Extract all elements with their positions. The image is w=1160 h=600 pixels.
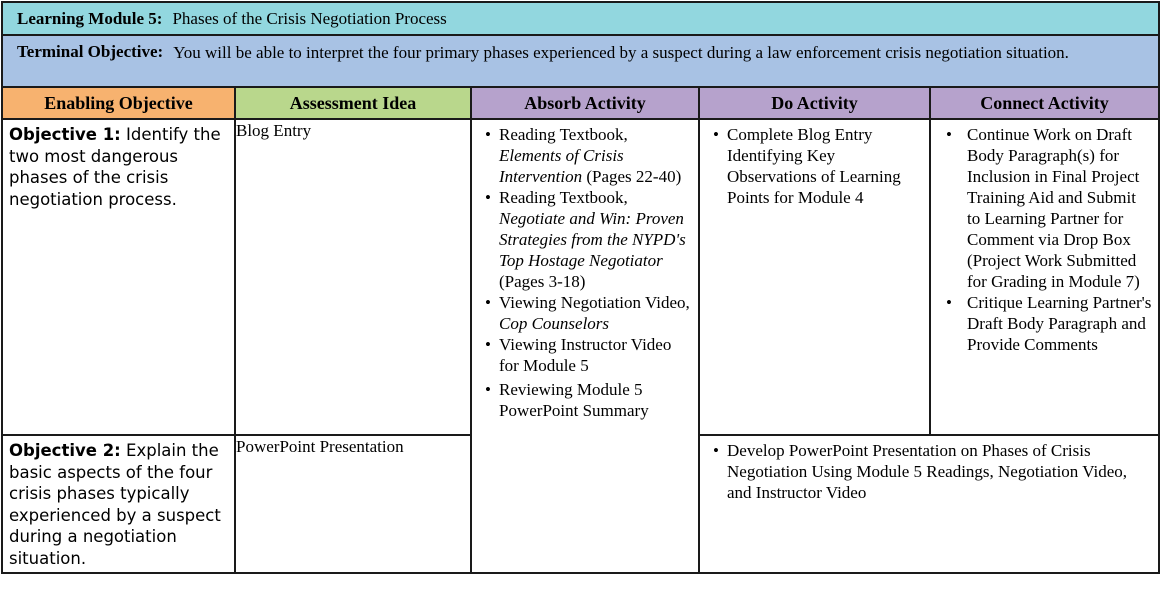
absorb-item-4: • Viewing Instructor Video for Module 5 <box>482 334 692 376</box>
connect-item-1: • Continue Work on Draft Body Paragraph(s) for Inclusion in Final Project Training Aid and Submit to Learning Partner for Comment via Drop Box (Project Work Submitted for Grading in Module 7) <box>937 124 1152 292</box>
do-connect-merged-cell <box>699 435 1159 573</box>
objective-2-label: Objective 2: <box>9 441 121 460</box>
header-assessment-idea: Assessment Idea <box>235 87 471 119</box>
absorb-item-3-title: Cop Counselors <box>499 314 610 333</box>
absorb-item-2-title: Negotiate and Win: Proven Strategies from the NYPD's Top Hostage Negotiator <box>499 209 686 270</box>
terminal-cell <box>2 35 1159 87</box>
terminal-label: Terminal Objective: <box>17 42 164 61</box>
header-do-activity: Do Activity <box>699 87 930 119</box>
module-title: Phases of the Crisis Negotiation Process <box>172 8 447 28</box>
absorb-item-5: • Reviewing Module 5 PowerPoint Summary <box>482 379 692 421</box>
terminal-row <box>2 35 1159 87</box>
do-item-1: • Complete Blog Entry Identifying Key Observations of Learning Points for Module 4 <box>710 124 923 208</box>
absorb-item-3-prefix: Viewing Negotiation Video, <box>499 293 690 312</box>
objective-1-cell <box>2 119 235 435</box>
absorb-item-1-title: Elements of Crisis Intervention <box>499 146 624 186</box>
header-enabling-objective: Enabling Objective <box>2 87 235 119</box>
column-header-row <box>2 87 1159 119</box>
module-label: Learning Module 5: <box>17 8 163 28</box>
absorb-item-2-prefix: Reading Textbook, <box>499 188 628 207</box>
assessment-2-cell: PowerPoint Presentation <box>235 435 471 573</box>
do-connect-item-1: • Develop PowerPoint Presentation on Phases of Crisis Negotiation Using Module 5 Readings, Negotiation Video, and Instructor Video <box>710 440 1152 503</box>
assessment-1-cell: Blog Entry <box>235 119 471 435</box>
header-absorb-activity: Absorb Activity <box>471 87 699 119</box>
terminal-text: You will be able to interpret the four primary phases experienced by a suspect during a law enforcement crisis negotiation situation. <box>173 43 1069 62</box>
objective-2-text: Explain the basic aspects of the four crisis phases typically experienced by a suspect during a negotiation situation. <box>9 441 221 568</box>
module-cell <box>2 2 1159 35</box>
absorb-item-3 <box>482 292 692 334</box>
absorb-item-1-suffix: (Pages 22-40) <box>586 167 682 186</box>
objective-1-row <box>2 119 1159 435</box>
objective-1-text: Identify the two most dangerous phases of the crisis negotiation process. <box>9 125 221 209</box>
module-row <box>2 2 1159 35</box>
absorb-item-2-suffix: (Pages 3-18) <box>499 272 586 291</box>
header-connect-activity: Connect Activity <box>930 87 1159 119</box>
objective-1-label: Objective 1: <box>9 125 121 144</box>
connect-activity-1-cell <box>930 119 1159 435</box>
connect-item-2: • Critique Learning Partner's Draft Body Paragraph and Provide Comments <box>937 292 1152 355</box>
module-table <box>1 1 1160 574</box>
module-table-container <box>1 1 1158 574</box>
do-activity-1-cell <box>699 119 930 435</box>
absorb-item-1-prefix: Reading Textbook, <box>499 125 628 144</box>
absorb-item-1 <box>482 124 692 187</box>
absorb-activity-cell <box>471 119 699 573</box>
absorb-item-2 <box>482 187 692 292</box>
connect-list-1 <box>937 124 1152 355</box>
absorb-list <box>482 124 692 421</box>
do-list-1 <box>710 124 923 208</box>
do-connect-list <box>710 440 1152 503</box>
objective-2-cell <box>2 435 235 573</box>
